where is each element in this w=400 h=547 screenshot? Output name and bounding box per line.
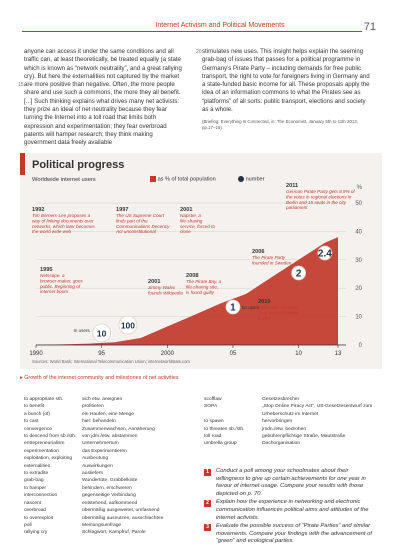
vocabulary-english: to overexploit [24, 515, 54, 521]
vocabulary-german: jmdn./etw. bedrohen [262, 426, 307, 432]
number-marker-label: 1 [230, 302, 236, 314]
number-marker-label: 100 [120, 320, 136, 331]
vocabulary-row [204, 403, 374, 418]
vocabulary-row [24, 485, 194, 492]
y-tick-label: 40 [355, 229, 362, 236]
task-text: Conduct a poll among your schoolmates about their willingness to give up certain achievements for one year in favour of internet usage. Compare your results with those depicted on p. 70. [216, 468, 366, 497]
vocabulary-row [24, 470, 194, 477]
vocabulary-german: Zusammenwachsen, Annäherung [82, 426, 155, 432]
vocabulary-list-left [24, 396, 194, 537]
vocabulary-german: hervorbringen [262, 419, 293, 425]
running-header-title: Internet Activism and Political Movements [155, 22, 285, 29]
vocabulary-german: gegenseitige Verbindung [82, 493, 136, 499]
chart-caption: ▸ Growth of the internet community and milestones of net activities [20, 375, 179, 381]
vocabulary-row [24, 396, 194, 403]
vocabulary-row [24, 448, 194, 455]
vocabulary-english: to appropriate sth. [24, 397, 64, 402]
annotation-year: 2011 [286, 183, 299, 189]
legend-number-label: number [245, 176, 265, 183]
task-list [204, 468, 374, 547]
task-number: 2 [204, 500, 211, 507]
vocabulary-english: convergence [24, 426, 53, 432]
left-text-column [18, 48, 184, 148]
annotation-1992 [32, 207, 96, 234]
annotation-text: Jimmy Wales founds Wikipedia [148, 285, 183, 296]
vocabulary-german: Meinungsumfrage [82, 522, 122, 528]
vocabulary-english: to threaten sb./sth. [204, 426, 245, 432]
x-tick-label: 2000 [160, 351, 174, 357]
annotation-2011 [285, 183, 355, 210]
annotation-text: WikiLeaks releases American diplomatic cables [258, 305, 300, 321]
vocabulary-english: to extradite [24, 471, 49, 477]
vocabulary-german: ein Haufen, eine Menge [82, 411, 134, 417]
vocabulary-english: nascent [24, 500, 42, 506]
unit-small-label: m users [73, 328, 90, 333]
vocabulary-english: exploitation, exploiting [24, 456, 73, 462]
number-marker-label: 2.4 [317, 248, 332, 260]
x-tick-label: 05 [229, 351, 237, 357]
vocabulary-row [204, 440, 374, 447]
annotation-text: German Pirate Party gets 8.9% of the votes in regional elections in Berlin and 15 seats in the city parliament [286, 189, 355, 211]
chart-panel [20, 153, 382, 369]
task-item [204, 499, 374, 522]
right-paragraph: stimulates new uses. This insight helps explain the seeming grab-bag of issues that passes for a political programme in Germany’s Pirate Party – including demands for free public transport, the right to vote for foreigners living in Germany and a state-funded basic income for all. These proposals apply the idea of an information commons to what the Pirates see as “platforms” of all sorts: public transport, elections and society as a whole. [202, 48, 370, 114]
task-item [204, 523, 374, 546]
vocabulary-english: interconnection [24, 493, 58, 499]
vocabulary-row [24, 515, 194, 522]
y-unit-label: % [356, 185, 362, 191]
left-paragraph: anyone can access it under the same conditions and all traffic can, at least theoretically, be treated equally (a state which is known as “network neutrality”, and a great rallying cry). But here the externalities not captured by the market are more positive than negative. Often, the more people share and use such a commons, the more they all benefit. [...] Such thinking explains what drives many net activists: they prize an ideal of net neutrality because they fear turning the Internet into a toll road that limits both expression and experimentation; they fear overbroad patents will hamper research; they think making government data freely available [24, 48, 182, 147]
annotation-2001 [180, 207, 215, 234]
vocabulary-english: rallying cry [24, 530, 48, 536]
vocabulary-german: profitieren [82, 404, 104, 410]
line-number: 20 [196, 49, 202, 55]
vocabulary-german: Wundertüte, Grabbelkiste [82, 478, 138, 484]
vocabulary-english: toll road [204, 434, 222, 440]
vocabulary-row [24, 418, 194, 425]
vocabulary-row [204, 418, 374, 425]
task-item [204, 468, 374, 498]
annotation-1997 [115, 207, 170, 234]
annotation-year: 2008 [186, 273, 199, 279]
vocabulary-row [204, 396, 374, 403]
vocabulary-german: entstehend, aufkommend [82, 500, 138, 506]
annotation-2001 [147, 279, 183, 295]
y-tick-label: 10 [355, 314, 362, 321]
vocabulary-german: Unternehmertum [82, 441, 119, 447]
annotation-text: Netscape, a browser-maker, goes public. Beginning of internet boom [40, 273, 83, 295]
unit-large-label: bn users [241, 305, 260, 310]
number-marker-label: 10 [96, 328, 107, 339]
vocabulary-german: gebührenpflichtige Straße, Mautstraße [262, 434, 346, 440]
vocabulary-row [24, 529, 194, 536]
vocabulary-english: to benefit [24, 404, 45, 410]
vocabulary-row [24, 403, 194, 410]
task-number: 1 [204, 469, 211, 476]
y-tick-label: 0 [358, 343, 362, 349]
annotation-year: 1995 [40, 267, 53, 273]
vocabulary-row [204, 433, 374, 440]
chart-source: Sources: World Bank; International Telecommunication Union; internetworldstats.com [32, 359, 190, 364]
page-number: 71 [363, 21, 376, 33]
vocabulary-row [24, 492, 194, 499]
vocabulary-english: to descend from sb./sth. [24, 434, 77, 440]
vocabulary-row [24, 411, 194, 418]
legend-percent-label: as % of total population [157, 176, 216, 183]
chart-subtitle: Worldwide internet users [32, 177, 96, 183]
task-text: Explain how the experience in networking and electronic communication influences political aims and attitudes of the internet activists. [216, 499, 369, 521]
vocabulary-row [24, 426, 194, 433]
y-tick-label: 30 [355, 257, 362, 264]
vocabulary-english: scofflaw [204, 397, 222, 402]
number-marker-label: 2 [295, 268, 302, 280]
annotation-year: 2001 [180, 207, 193, 213]
vocabulary-english: externalities [24, 463, 51, 469]
x-tick-label: 13 [334, 351, 342, 357]
vocabulary-german: Dachorganisation [262, 441, 301, 447]
annotation-2006 [252, 249, 292, 265]
vocabulary-row [24, 455, 194, 462]
vocabulary-english: to cast [24, 419, 39, 425]
source-citation: (Briefing: Everything Is Connected, in: The Economist, January 5th to 11th 2013, pp.17–19) [202, 119, 359, 131]
vocabulary-english: entrepreneurialism [24, 441, 65, 447]
annotation-2008 [186, 273, 222, 295]
vocabulary-german: übermäßig ausgeweitet, umfassend [82, 508, 160, 514]
vocabulary-english: to spawn [204, 419, 224, 425]
vocabulary-german: von jdm./etw. abstammen [82, 434, 138, 440]
task-number: 3 [204, 524, 211, 531]
y-tick-label: 50 [355, 201, 362, 207]
annotation-year: 2006 [252, 249, 265, 255]
vocabulary-row [24, 440, 194, 447]
annotation-text: The Pirate Party founded in Sweden [252, 255, 292, 266]
vocabulary-english: overbroad [24, 508, 47, 514]
chart-title: Political progress [32, 159, 125, 171]
vocabulary-row [204, 426, 374, 433]
annotation-1995 [39, 267, 84, 294]
vocabulary-german: Ausbeutung [82, 456, 109, 462]
vocabulary-row [24, 477, 194, 484]
task-text: Evaluate the possible success of “Pirate Parties” and similar movements. Compare your findings with the advancement of “green” and ecological parties. [216, 523, 372, 545]
vocabulary-german: übermäßig ausnutzen, ausschlachten [82, 515, 164, 521]
vocabulary-english: grab-bag [24, 478, 44, 484]
vocabulary-german: ausliefern [82, 471, 104, 477]
vocabulary-german: Schlagwort, Kampfruf, Parole [82, 530, 146, 536]
y-tick-label: 20 [355, 286, 362, 293]
annotation-year: 2001 [148, 279, 161, 285]
vocabulary-german: „Stop Online Piracy Act“, US-Gesetzesentwurf zum Urheberschutz im Internet [262, 404, 373, 417]
vocabulary-list-right [204, 396, 374, 448]
annotation-text: Napster, a file-sharing service, forced to close [180, 213, 215, 235]
x-tick-label: 10 [295, 351, 302, 357]
vocabulary-english: SOPA [204, 404, 218, 410]
vocabulary-row [24, 522, 194, 529]
vocabulary-english: to hamper [24, 485, 47, 491]
right-text-column [196, 48, 372, 131]
vocabulary-english: umbrella group [204, 441, 237, 447]
x-tick-label: 1990 [29, 351, 43, 357]
vocabulary-german: Gesetzesbrecher [262, 397, 300, 402]
annotation-year: 1997 [116, 207, 129, 213]
vocabulary-row [24, 500, 194, 507]
vocabulary-german: hier: behandeln [82, 419, 116, 425]
chart-svg [20, 153, 382, 369]
annotation-year: 1992 [32, 207, 45, 213]
x-tick-label: 95 [98, 351, 105, 357]
vocabulary-row [24, 433, 194, 440]
vocabulary-english: a bunch (of) [24, 411, 51, 417]
vocabulary-german: das Experimentieren [82, 448, 127, 454]
vocabulary-german: Auswirkungen [82, 463, 113, 469]
vocabulary-english: experimentation [24, 448, 59, 454]
vocabulary-german: behindern, erschweren [82, 485, 132, 491]
header-rule [22, 31, 362, 32]
annotation-year: 2010 [258, 299, 271, 305]
annotation-text: Tim Berners-Lee proposes a way of linking documents over networks, which later becomes the world wide web [32, 213, 95, 235]
line-number: 15 [18, 82, 24, 88]
annotation-text: The Pirate Bay, a file-sharing site, is found guilty [186, 279, 222, 295]
vocabulary-row [24, 463, 194, 470]
vocabulary-german: sich etw. aneignen [82, 397, 123, 402]
annotation-text: The US Supreme Court finds part of the Communications Decency Act unconstitutional [116, 213, 170, 235]
vocabulary-english: poll [24, 522, 32, 528]
vocabulary-row [24, 507, 194, 514]
